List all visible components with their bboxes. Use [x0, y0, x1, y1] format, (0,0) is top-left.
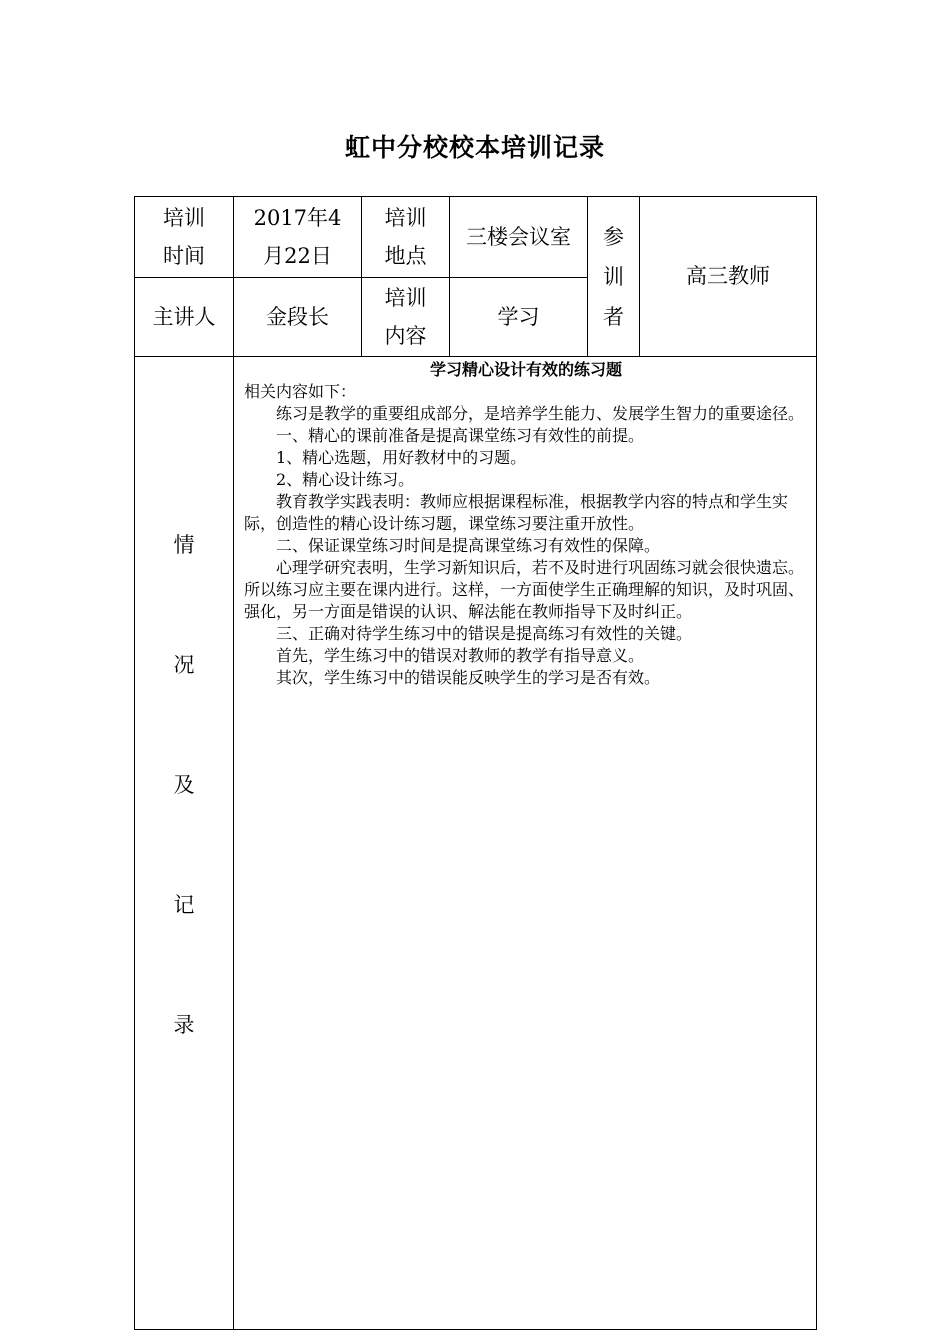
- record-paragraph: 心理学研究表明，生学习新知识后，若不及时进行巩固练习就会很快遗忘。所以练习应主要在课内进行。这样，一方面使学生正确理解的知识，及时巩固、强化，另一方面是错误的认识、解法能在教师指导下及时纠正。: [244, 558, 805, 621]
- record-content: [234, 357, 817, 1330]
- time-label: 培训 时间: [135, 197, 234, 278]
- content-label: 培训 内容: [362, 278, 450, 357]
- record-paragraph: 1、精心选题，用好教材中的习题。: [276, 448, 527, 467]
- record-label: 情 况 及 记 录: [135, 357, 234, 1330]
- speaker-value: 金段长: [234, 278, 362, 357]
- speaker-label: 主讲人: [135, 278, 234, 357]
- record-paragraph: 2、精心设计练习。: [276, 470, 415, 489]
- training-record-table: [134, 196, 817, 1330]
- participants-label: 参 训 者: [588, 197, 640, 357]
- page-title: 虹中分校校本培训记录: [344, 133, 605, 162]
- place-value: 三楼会议室: [450, 197, 588, 278]
- record-paragraph: 二、保证课堂练习时间是提高课堂练习有效性的保障。: [276, 536, 661, 555]
- record-paragraph: 相关内容如下：: [244, 382, 357, 401]
- record-heading: 学习精心设计有效的练习题: [429, 360, 622, 379]
- record-paragraph: 其次，学生练习中的错误能反映学生的学习是否有效。: [276, 668, 661, 687]
- content-value: 学习: [450, 278, 588, 357]
- record-paragraph: 一、精心的课前准备是提高课堂练习有效性的前提。: [276, 426, 645, 445]
- record-paragraph: 练习是教学的重要组成部分，是培养学生能力、发展学生智力的重要途径。: [276, 404, 805, 423]
- place-label: 培训 地点: [362, 197, 450, 278]
- record-paragraph: 教育教学实践表明：教师应根据课程标准，根据教学内容的特点和学生实际，创造性的精心设计练习题，课堂练习要注重开放性。: [244, 492, 789, 533]
- record-paragraph: 首先，学生练习中的错误对教师的教学有指导意义。: [276, 646, 645, 665]
- record-paragraph: 三、正确对待学生练习中的错误是提高练习有效性的关键。: [276, 624, 693, 643]
- participants-value: 高三教师: [640, 197, 817, 357]
- time-value: 2017年4 月22日: [234, 197, 362, 278]
